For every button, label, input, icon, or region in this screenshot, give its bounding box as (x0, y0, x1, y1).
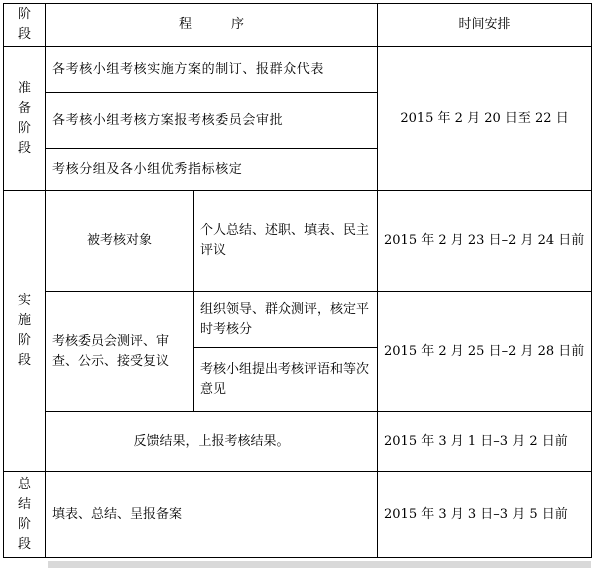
impl-time-1: 2015 年 2 月 23 日–2 月 24 日前 (378, 191, 592, 292)
summary-time: 2015 年 3 月 3 日–3 月 5 日前 (378, 472, 592, 558)
impl-time-2: 2015 年 2 月 25 日–2 月 28 日前 (378, 292, 592, 412)
impl-object-1: 被考核对象 (46, 191, 194, 292)
stage-impl: 实施阶段 (4, 191, 46, 472)
header-procedure: 程 序 (46, 4, 378, 47)
impl-task-2a: 组织领导、群众测评，核定平时考核分 (194, 292, 378, 348)
prep-step-3: 考核分组及各小组优秀指标核定 (46, 149, 378, 191)
table-row (4, 47, 592, 93)
table-row (4, 472, 592, 558)
stage-prep: 准备阶段 (4, 47, 46, 191)
impl-task-1: 个人总结、述职、填表、民主评议 (194, 191, 378, 292)
impl-object-2: 考核委员会测评、审查、公示、接受复议 (46, 292, 194, 412)
bottom-shade (48, 561, 591, 568)
prep-time: 2015 年 2 月 20 日至 22 日 (378, 47, 592, 191)
prep-step-1: 各考核小组考核实施方案的制订、报群众代表 (46, 47, 378, 93)
prep-step-2: 各考核小组考核方案报考核委员会审批 (46, 93, 378, 149)
summary-text: 填表、总结、呈报备案 (46, 472, 378, 558)
header-stage: 阶段 (4, 4, 46, 47)
impl-feedback: 反馈结果，上报考核结果。 (46, 412, 378, 472)
table-row (4, 412, 592, 472)
impl-task-2b: 考核小组提出考核评语和等次意见 (194, 348, 378, 412)
table-row (4, 292, 592, 348)
header-row (4, 4, 592, 47)
stage-summary: 总结阶段 (4, 472, 46, 558)
impl-feedback-time: 2015 年 3 月 1 日–3 月 2 日前 (378, 412, 592, 472)
table-row (4, 191, 592, 292)
header-schedule: 时间安排 (378, 4, 592, 47)
schedule-table (3, 3, 592, 558)
